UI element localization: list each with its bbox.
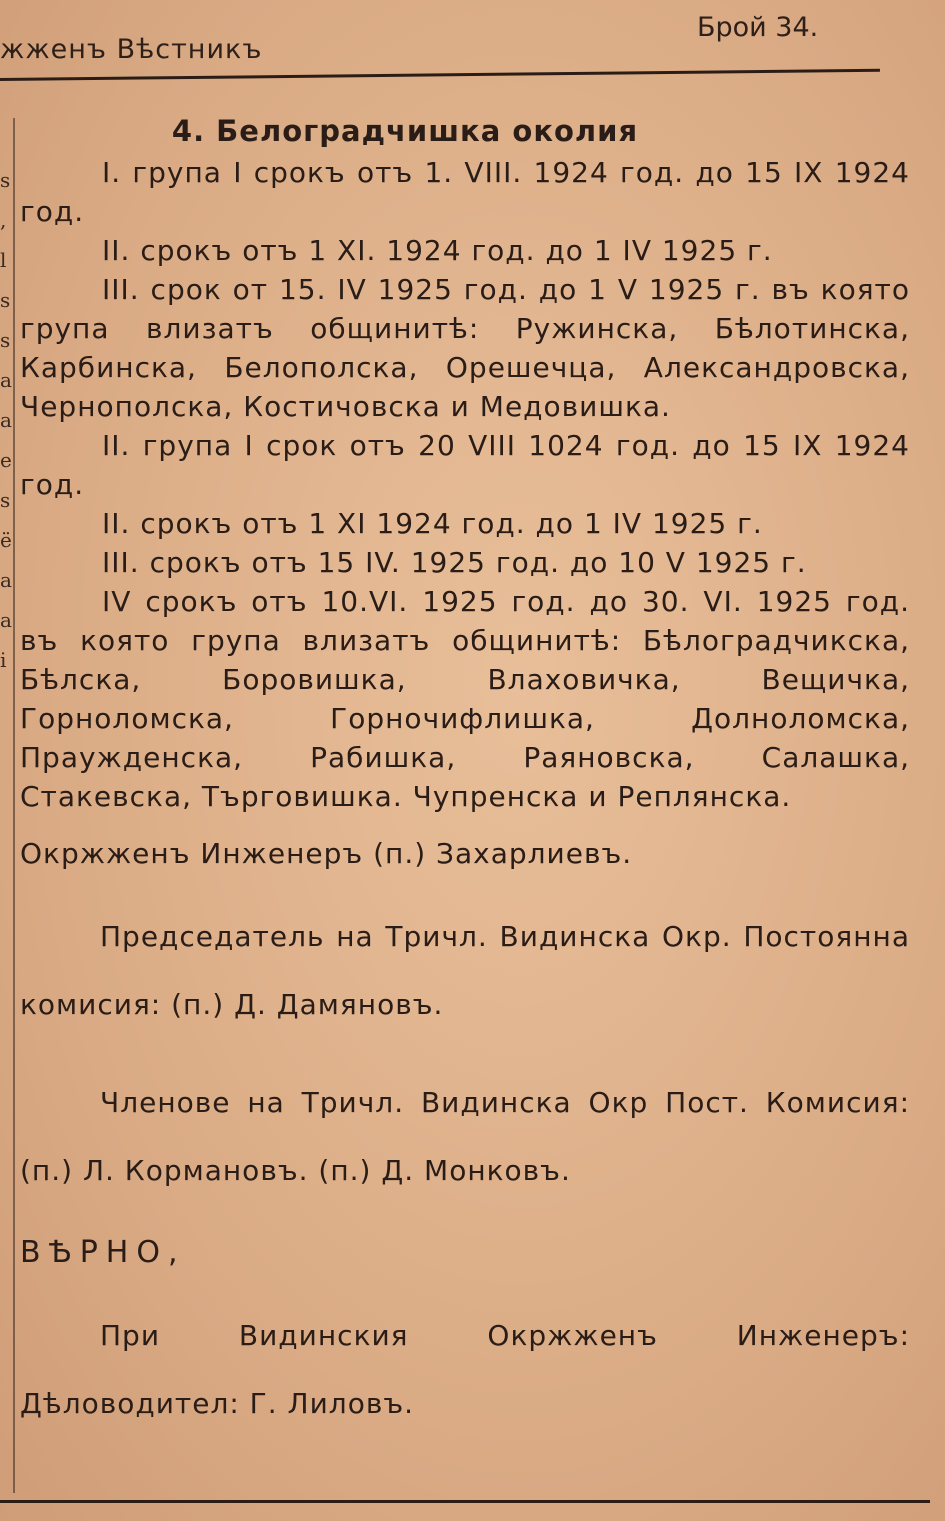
margin-mark: e <box>0 448 12 472</box>
margin-mark: s <box>0 288 11 312</box>
margin-mark: s <box>0 488 11 512</box>
clerk-signature: При Видинския Окржженъ Инженеръ: Дѣловодител: Г. Лиловъ. <box>20 1319 910 1420</box>
margin-mark: a <box>0 408 12 432</box>
margin-mark: l <box>0 248 7 272</box>
group1-term2: II. срокъ отъ 1 XI. 1924 год. до 1 IV 1925 г. <box>102 234 773 267</box>
chairman-signature: Председатель на Тричл. Видинска Окр. Постоянна комисия: (п.) Д. Дамяновъ. <box>20 920 910 1021</box>
margin-mark: s <box>0 168 11 192</box>
margin-mark: i <box>0 648 7 672</box>
members-signature: Членове на Тричл. Видинска Окр Пост. Комисия: (п.) Л. Кормановъ. (п.) Д. Монковъ. <box>20 1086 910 1187</box>
margin-mark: , <box>0 208 7 232</box>
section-title: 4. Белоградчишка околия <box>171 114 639 148</box>
group2-term4: IV срокъ отъ 10.VI. 1925 год. до 30. VI. 1925 год. въ която група влизатъ общинитѣ: Бѣлоградчикска, Бѣлска, Боровишка, Влаховичка, Вещичка, Горноломска, Горночифлишка, Долноломска, Праужденска, Рабишка, Раяновска, Салашка, Стакевска, Търговишка. Чупренска и Реплянска. <box>20 585 910 813</box>
group2-term3: III. срокъ отъ 15 IV. 1925 год. до 10 V 1925 г. <box>102 546 807 579</box>
left-margin-fragments <box>0 160 12 680</box>
engineer-signature: Окржженъ Инженеръ (п.) Захарлиевъ. <box>20 837 633 870</box>
column-rule <box>13 118 15 1493</box>
group1-term3: III. срок от 15. IV 1925 год. до 1 V 1925 г. въ която група влизатъ общинитѣ: Ружинска, Бѣлотинска, Карбинска, Белополска, Орешечца, Александровска, Чернополска, Костичовска и Медовишка. <box>20 273 910 423</box>
footer-rule <box>0 1500 930 1503</box>
issue-number: Брой 34. <box>697 12 819 43</box>
group2-term2: II. срокъ отъ 1 XI 1924 год. до 1 IV 1925 г. <box>102 507 763 540</box>
group1-term1: I. група I срокъ отъ 1. VIII. 1924 год. до 15 IX 1924 год. <box>20 156 910 228</box>
margin-mark: a <box>0 368 12 392</box>
margin-mark: a <box>0 568 12 592</box>
margin-mark: ё <box>0 528 12 552</box>
group2-term1: II. група I срок отъ 20 VIII 1024 год. до 15 IX 1924 год. <box>20 429 910 501</box>
header-rule <box>0 69 880 81</box>
newspaper-title: жженъ Вѣстникъ <box>0 34 263 65</box>
margin-mark: a <box>0 608 12 632</box>
article-body <box>20 112 910 1438</box>
margin-mark: s <box>0 328 11 352</box>
certified-heading: ВѢРНО, <box>20 1235 186 1270</box>
